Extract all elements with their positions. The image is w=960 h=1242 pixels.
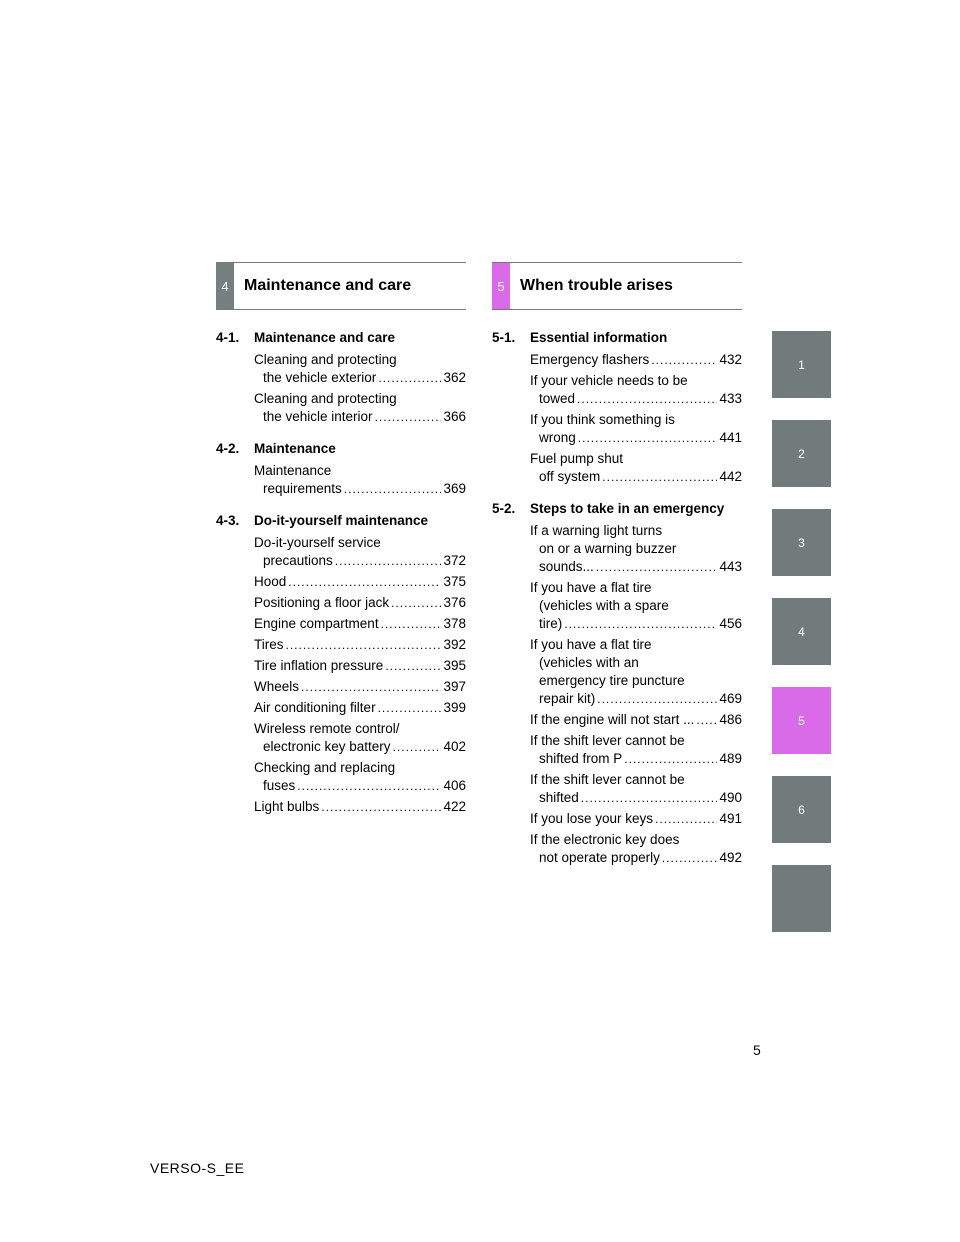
- dot-leader: [577, 390, 717, 408]
- page-ref: 369: [443, 481, 466, 496]
- entry-last-line: [254, 408, 466, 426]
- entry-label: fuses: [263, 778, 296, 793]
- section-5-chapters: [492, 329, 742, 867]
- section-5-column: [492, 262, 742, 881]
- entry-label: tire): [539, 616, 563, 631]
- page-ref: 443: [719, 559, 742, 574]
- page-ref: 395: [443, 658, 466, 673]
- entry-text-line: If you have a flat tire: [530, 637, 652, 652]
- chapter-heading[interactable]: [216, 329, 466, 347]
- page-ref: 441: [719, 430, 742, 445]
- toc-entry[interactable]: [530, 411, 742, 447]
- page-ref: 486: [719, 712, 742, 727]
- toc-chapter: [492, 329, 742, 486]
- section-5-number: 5: [492, 263, 510, 309]
- entry-last-line: [530, 810, 742, 828]
- entry-text-line: If a warning light turns: [530, 523, 663, 538]
- toc-entry[interactable]: [530, 711, 742, 729]
- chapter-heading[interactable]: [492, 329, 742, 347]
- dot-leader: [578, 429, 718, 447]
- dot-leader: [286, 636, 442, 654]
- chapter-tab[interactable]: 6: [772, 776, 831, 843]
- toc-entry[interactable]: [530, 636, 742, 708]
- chapter-number: 4-3.: [216, 513, 240, 528]
- chapter-number: 5-1.: [492, 330, 516, 345]
- toc-entry[interactable]: [530, 732, 742, 768]
- entry-label: Positioning a floor jack: [254, 595, 390, 610]
- entry-last-line: [530, 849, 742, 867]
- dot-leader: [381, 615, 442, 633]
- toc-entry[interactable]: [530, 522, 742, 576]
- entry-text-line: (vehicles with a spare: [539, 598, 669, 613]
- entry-last-line: [254, 573, 466, 591]
- dot-leader: [385, 657, 441, 675]
- dot-leader: [375, 408, 442, 426]
- entry-text-line: Cleaning and protecting: [254, 391, 397, 406]
- dot-leader: [378, 369, 441, 387]
- entry-last-line: [254, 369, 466, 387]
- entry-last-line: [254, 738, 466, 756]
- chapter-number: 5-2.: [492, 501, 516, 516]
- dot-leader: [297, 777, 441, 795]
- dot-leader: [624, 750, 717, 768]
- dot-leader: [321, 798, 441, 816]
- entry-last-line: [254, 552, 466, 570]
- toc-entry[interactable]: [254, 798, 466, 816]
- toc-entry[interactable]: [254, 351, 466, 387]
- entry-label: shifted from P: [539, 751, 623, 766]
- entry-last-line: [530, 351, 742, 369]
- entry-label: electronic key battery: [263, 739, 391, 754]
- page-ref: 372: [443, 553, 466, 568]
- chapter-number: 4-1.: [216, 330, 240, 345]
- section-4-number: 4: [216, 263, 234, 309]
- dot-leader: [651, 351, 717, 369]
- entry-last-line: [530, 429, 742, 447]
- toc-entry[interactable]: [530, 771, 742, 807]
- toc-entry[interactable]: [254, 657, 466, 675]
- page-ref: 406: [443, 778, 466, 793]
- entry-label: Emergency flashers: [530, 352, 650, 367]
- section-4-title: Maintenance and care: [244, 277, 412, 294]
- dot-leader: [564, 615, 717, 633]
- entry-label: wrong: [539, 430, 576, 445]
- entry-text-line: Do-it-yourself service: [254, 535, 381, 550]
- entry-label: Tires: [254, 637, 284, 652]
- entry-last-line: [254, 798, 466, 816]
- page-ref: 456: [719, 616, 742, 631]
- toc-entry[interactable]: [254, 390, 466, 426]
- entry-label: off system: [539, 469, 601, 484]
- entry-text-line: on or a warning buzzer: [539, 541, 677, 556]
- entry-last-line: [530, 750, 742, 768]
- page-ref: 489: [719, 751, 742, 766]
- entry-label: If the engine will not start ...: [530, 712, 695, 727]
- chapter-title: Do-it-yourself maintenance: [254, 513, 429, 528]
- chapter-tab[interactable]: 4: [772, 598, 831, 665]
- toc-entry[interactable]: [254, 534, 466, 570]
- entry-label: the vehicle interior: [263, 409, 373, 424]
- toc-entry[interactable]: [254, 699, 466, 717]
- chapter-tab[interactable]: 5: [772, 687, 831, 754]
- entry-label: Light bulbs: [254, 799, 320, 814]
- entry-text-line: If the shift lever cannot be: [530, 733, 685, 748]
- toc-entry[interactable]: [530, 372, 742, 408]
- dot-leader: [391, 594, 441, 612]
- dot-leader: [378, 699, 442, 717]
- entry-last-line: [530, 615, 742, 633]
- page-ref: 375: [443, 574, 466, 589]
- dot-leader: [662, 849, 718, 867]
- entry-label: not operate properly: [539, 850, 660, 865]
- entry-text-line: If the electronic key does: [530, 832, 680, 847]
- page-ref: 469: [719, 691, 742, 706]
- dot-leader: [596, 558, 718, 576]
- page-ref: 392: [443, 637, 466, 652]
- dot-leader: [393, 738, 442, 756]
- chapter-title: Maintenance and care: [254, 330, 396, 345]
- entry-text-line: If you have a flat tire: [530, 580, 652, 595]
- toc-chapter: [216, 512, 466, 816]
- section-4-header: [216, 262, 466, 310]
- entry-label: If you lose your keys: [530, 811, 654, 826]
- entry-text-line: (vehicles with an: [539, 655, 639, 670]
- toc-entry[interactable]: [254, 720, 466, 756]
- toc-entry[interactable]: [254, 615, 466, 633]
- dot-leader: [602, 468, 717, 486]
- entry-text-line: If your vehicle needs to be: [530, 373, 688, 388]
- chapter-heading[interactable]: [216, 512, 466, 530]
- chapter-heading[interactable]: [216, 440, 466, 458]
- entry-last-line: [530, 690, 742, 708]
- page-number: 5: [753, 1042, 761, 1058]
- entry-last-line: [530, 711, 742, 729]
- page-ref: 422: [443, 799, 466, 814]
- dot-leader: [344, 480, 442, 498]
- page-ref: 366: [443, 409, 466, 424]
- entry-text-line: Maintenance: [254, 463, 332, 478]
- entry-text-line: If you think something is: [530, 412, 675, 427]
- entry-label: repair kit): [539, 691, 596, 706]
- entry-label: Wheels: [254, 679, 300, 694]
- dot-leader: [696, 711, 717, 729]
- section-5-header: [492, 262, 742, 310]
- entry-text-line: Wireless remote control/: [254, 721, 400, 736]
- entry-label: Air conditioning filter: [254, 700, 376, 715]
- toc-entry[interactable]: [530, 831, 742, 867]
- entry-last-line: [254, 657, 466, 675]
- page-ref: 492: [719, 850, 742, 865]
- entry-label: Tire inflation pressure: [254, 658, 384, 673]
- entry-label: Hood: [254, 574, 287, 589]
- dot-leader: [335, 552, 442, 570]
- chapter-title: Maintenance: [254, 441, 336, 456]
- entry-label: precautions: [263, 553, 333, 568]
- dot-leader: [581, 789, 718, 807]
- page-ref: 378: [443, 616, 466, 631]
- toc-entry[interactable]: [530, 351, 742, 369]
- entry-label: towed: [539, 391, 576, 406]
- toc-chapter: [492, 500, 742, 867]
- entry-last-line: [530, 789, 742, 807]
- entry-label: shifted: [539, 790, 579, 805]
- entry-last-line: [530, 558, 742, 576]
- toc-entry[interactable]: [530, 810, 742, 828]
- entry-last-line: [254, 678, 466, 696]
- entry-label: sounds...: [539, 559, 594, 574]
- section-4-chapters: [216, 329, 466, 816]
- entry-last-line: [254, 636, 466, 654]
- entry-label: Engine compartment: [254, 616, 379, 631]
- toc-entry[interactable]: [530, 579, 742, 633]
- entry-label: requirements: [263, 481, 342, 496]
- entry-last-line: [254, 480, 466, 498]
- page-ref: 376: [443, 595, 466, 610]
- entry-last-line: [254, 594, 466, 612]
- page-ref: 490: [719, 790, 742, 805]
- toc-entry[interactable]: [254, 636, 466, 654]
- chapter-tab[interactable]: 2: [772, 420, 831, 487]
- toc-entry[interactable]: [254, 462, 466, 498]
- section-5-title: When trouble arises: [520, 277, 673, 294]
- entry-last-line: [254, 777, 466, 795]
- toc-entry[interactable]: [254, 594, 466, 612]
- chapter-tab[interactable]: 3: [772, 509, 831, 576]
- entry-text-line: Checking and replacing: [254, 760, 396, 775]
- chapter-title: Essential information: [530, 330, 668, 345]
- entry-text-line: If the shift lever cannot be: [530, 772, 685, 787]
- chapter-heading[interactable]: [492, 500, 742, 518]
- dot-leader: [655, 810, 717, 828]
- dot-leader: [301, 678, 441, 696]
- toc-entry[interactable]: [254, 759, 466, 795]
- toc-entry[interactable]: [254, 678, 466, 696]
- toc-entry[interactable]: [530, 450, 742, 486]
- document-code: VERSO-S_EE: [150, 1160, 245, 1176]
- entry-label: the vehicle exterior: [263, 370, 377, 385]
- page-ref: 442: [719, 469, 742, 484]
- page-ref: 402: [443, 739, 466, 754]
- dot-leader: [288, 573, 441, 591]
- page-ref: 397: [443, 679, 466, 694]
- chapter-tab[interactable]: 1: [772, 331, 831, 398]
- entry-text-line: Fuel pump shut: [530, 451, 624, 466]
- entry-last-line: [254, 699, 466, 717]
- chapter-title: Steps to take in an emergency: [530, 501, 725, 516]
- page-ref: 432: [719, 352, 742, 367]
- entry-last-line: [530, 390, 742, 408]
- toc-chapter: [216, 329, 466, 426]
- entry-text-line: Cleaning and protecting: [254, 352, 397, 367]
- toc-chapter: [216, 440, 466, 498]
- page-ref: 399: [443, 700, 466, 715]
- entry-text-line: emergency tire puncture: [539, 673, 685, 688]
- entry-last-line: [254, 615, 466, 633]
- dot-leader: [597, 690, 717, 708]
- page-ref: 491: [719, 811, 742, 826]
- toc-entry[interactable]: [254, 573, 466, 591]
- page-ref: 362: [443, 370, 466, 385]
- chapter-tab[interactable]: [772, 865, 831, 932]
- page-ref: 433: [719, 391, 742, 406]
- entry-last-line: [530, 468, 742, 486]
- section-4-column: [216, 262, 466, 830]
- chapter-number: 4-2.: [216, 441, 240, 456]
